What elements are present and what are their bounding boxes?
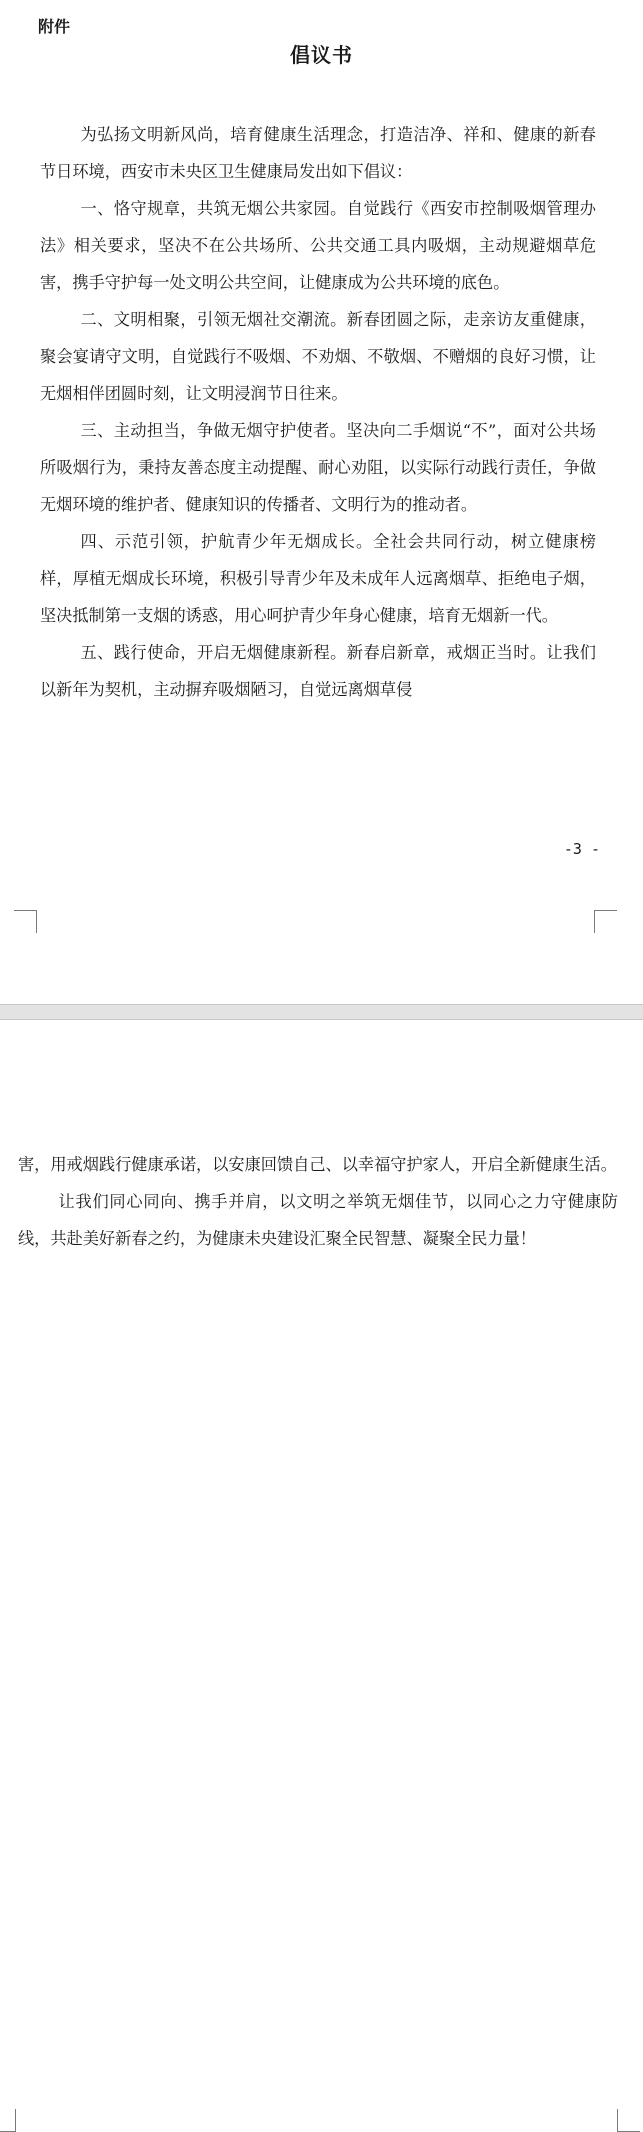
document-page-2 [0, 1020, 643, 1545]
paragraph-proposal-5: 五、践行使命，开启无烟健康新程。新春启新章，戒烟正当时。让我们以新年为契机，主动摒弃吸烟陋习，自觉远离烟草侵 [40, 643, 596, 699]
page-separator [0, 1004, 643, 1020]
paragraph-continuation: 害，用戒烟践行健康承诺，以安康回馈自己、以幸福守护家人，开启全新健康生活。 [18, 1155, 617, 1174]
page-corner-mark-right [617, 2109, 640, 2132]
page1-body [40, 116, 596, 708]
paragraph-proposal-2: 二、文明相聚，引领无烟社交潮流。新春团圆之际，走亲访友重健康，聚会宴请守文明，自觉践行不吸烟、不劝烟、不敬烟、不赠烟的良好习惯，让无烟相伴团圆时刻，让文明浸润节日往来。 [40, 310, 596, 403]
attachment-label: 附件 [38, 17, 71, 36]
paragraph-intro: 为弘扬文明新风尚，培育健康生活理念，打造洁净、祥和、健康的新春节日环境，西安市未央区卫生健康局发出如下倡议： [40, 125, 596, 181]
document-page-1 [0, 0, 643, 1004]
paragraph-proposal-1: 一、恪守规章，共筑无烟公共家园。自觉践行《西安市控制吸烟管理办法》相关要求，坚决不在公共场所、公共交通工具内吸烟，主动规避烟草危害，携手守护每一处文明公共空间，让健康成为公共环境的底色。 [40, 199, 596, 292]
document-title: 倡议书 [290, 43, 353, 67]
page-number: -3 - [563, 840, 600, 858]
page-corner-mark-left [0, 2109, 16, 2132]
page2-body [18, 1146, 618, 1257]
page-corner-mark-left [14, 910, 37, 933]
paragraph-closing: 让我们同心同向、携手并肩，以文明之举筑无烟佳节，以同心之力守健康防线，共赴美好新春之约，为健康未央建设汇聚全民智慧、凝聚全民力量！ [18, 1192, 618, 1248]
page-corner-mark-right [594, 910, 617, 933]
paragraph-proposal-3: 三、主动担当，争做无烟守护使者。坚决向二手烟说“不”，面对公共场所吸烟行为，秉持友善态度主动提醒、耐心劝阻，以实际行动践行责任，争做无烟环境的维护者、健康知识的传播者、文明行为的推动者。 [40, 421, 596, 514]
paragraph-proposal-4: 四、示范引领，护航青少年无烟成长。全社会共同行动，树立健康榜样，厚植无烟成长环境，积极引导青少年及未成年人远离烟草、拒绝电子烟，坚决抵制第一支烟的诱惑，用心呵护青少年身心健康，培育无烟新一代。 [40, 532, 596, 625]
